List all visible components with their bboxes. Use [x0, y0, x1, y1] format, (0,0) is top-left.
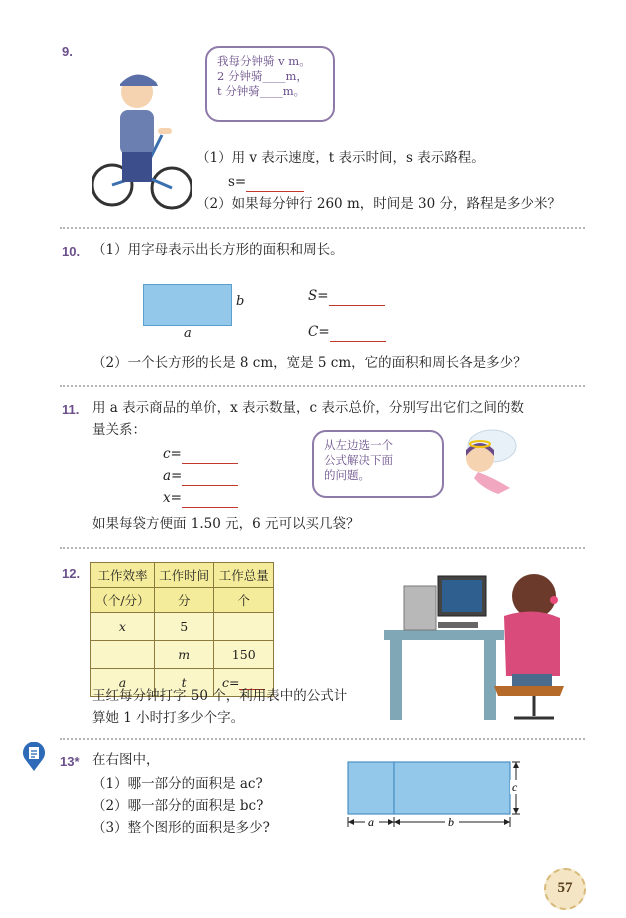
q10-S-formula: [308, 286, 385, 306]
rect-a-label: a: [184, 326, 192, 341]
fairy-illustration: [444, 422, 524, 500]
q9-part1: （1）用 v 表示速度，t 表示时间，s 表示路程。: [196, 150, 485, 166]
q10-part2: （2）一个长方形的长是 8 cm，宽是 5 cm，它的面积和周长各是多少？: [92, 355, 527, 371]
q10-number: 10.: [62, 244, 81, 259]
part-a-rect: [348, 762, 394, 814]
boy-on-bike-illustration: [92, 60, 192, 220]
a-blank[interactable]: [182, 470, 238, 486]
table-unit: 个: [214, 588, 274, 613]
document-pin-icon[interactable]: [22, 742, 46, 772]
a-label: a=: [163, 468, 183, 484]
bubble-line: 2 分钟骑____m，: [217, 69, 308, 83]
q10-C-formula: [308, 322, 386, 342]
c-label: c=: [163, 446, 182, 462]
q11-a-formula: [163, 466, 238, 486]
bubble-line: 的问题。: [324, 468, 370, 482]
composite-rectangle-diagram: [344, 756, 530, 832]
q13-number: 13*: [60, 754, 80, 769]
table-cell: x: [91, 613, 155, 641]
S-blank[interactable]: [329, 290, 385, 306]
q9-number: 9.: [62, 44, 73, 59]
c-eq-label: c=: [221, 675, 240, 690]
table-cell: t: [154, 669, 214, 697]
table-header: 工作时间: [154, 563, 214, 588]
table-cell: 5: [154, 613, 214, 641]
rectangle-figure: [143, 284, 232, 326]
divider: [60, 385, 585, 387]
part-b-rect: [394, 762, 510, 814]
C-label: C=: [308, 324, 330, 340]
dim-b-label: b: [448, 815, 454, 829]
divider: [60, 738, 585, 740]
rect-b-label: b: [236, 294, 245, 309]
q11-number: 11.: [62, 402, 80, 417]
q13-item: （1）哪一部分的面积是 ac?: [92, 776, 263, 792]
q12-text-line2: 算她 1 小时打多少个字。: [92, 710, 245, 726]
dim-a-label: a: [368, 815, 374, 829]
table-header: 工作效率: [91, 563, 155, 588]
q13-item: （3）整个图形的面积是多少?: [92, 820, 270, 836]
q11-line2: 量关系：: [92, 422, 146, 438]
table-unit: （个/分）: [91, 588, 155, 613]
work-table: [90, 562, 274, 697]
bubble-line: t 分钟骑____m。: [217, 84, 306, 98]
table-cell: [214, 613, 274, 641]
divider: [60, 227, 585, 229]
q11-hint-bubble: [312, 430, 444, 498]
S-label: S=: [308, 288, 329, 304]
q11-c-formula: [163, 444, 238, 464]
table-cell: [91, 641, 155, 669]
C-blank[interactable]: [330, 326, 386, 342]
q13-intro: 在右图中，: [92, 752, 160, 768]
dim-c-label: c: [512, 780, 518, 794]
q12-text-line1: 王红每分钟打字 50 个，利用表中的公式计: [92, 688, 348, 704]
s-label: s=: [228, 174, 247, 190]
q13-item: （2）哪一部分的面积是 bc?: [92, 798, 264, 814]
q11-x-formula: [163, 488, 238, 508]
q9-part2: （2）如果每分钟行 260 m，时间是 30 分，路程是多少米？: [196, 196, 562, 212]
page-number: 57: [544, 868, 586, 910]
x-blank[interactable]: [182, 492, 238, 508]
bubble-line: 从左边选一个: [324, 438, 393, 452]
table-header: 工作总量: [214, 563, 274, 588]
c-blank[interactable]: [182, 448, 238, 464]
q11-question: 如果每袋方便面 1.50 元，6 元可以买几袋？: [92, 516, 360, 532]
s-blank[interactable]: [246, 176, 304, 192]
q11-line1: 用 a 表示商品的单价，x 表示数量，c 表示总价，分别写出它们之间的数: [92, 400, 524, 416]
bubble-line: 公式解决下面: [324, 453, 393, 467]
table-unit: 分: [154, 588, 214, 613]
girl-at-computer-illustration: [384, 556, 574, 724]
q9-s-formula: [228, 172, 304, 192]
table-cell: a: [91, 669, 155, 697]
q9-speech-bubble: [205, 46, 335, 122]
q12-number: 12.: [62, 566, 81, 581]
divider: [60, 547, 585, 549]
table-cell: m: [154, 641, 214, 669]
bubble-line: 我每分钟骑 v m。: [217, 54, 311, 68]
table-cell: 150: [214, 641, 274, 669]
q10-part1: （1）用字母表示出长方形的面积和周长。: [92, 242, 344, 258]
x-label: x=: [163, 490, 182, 506]
